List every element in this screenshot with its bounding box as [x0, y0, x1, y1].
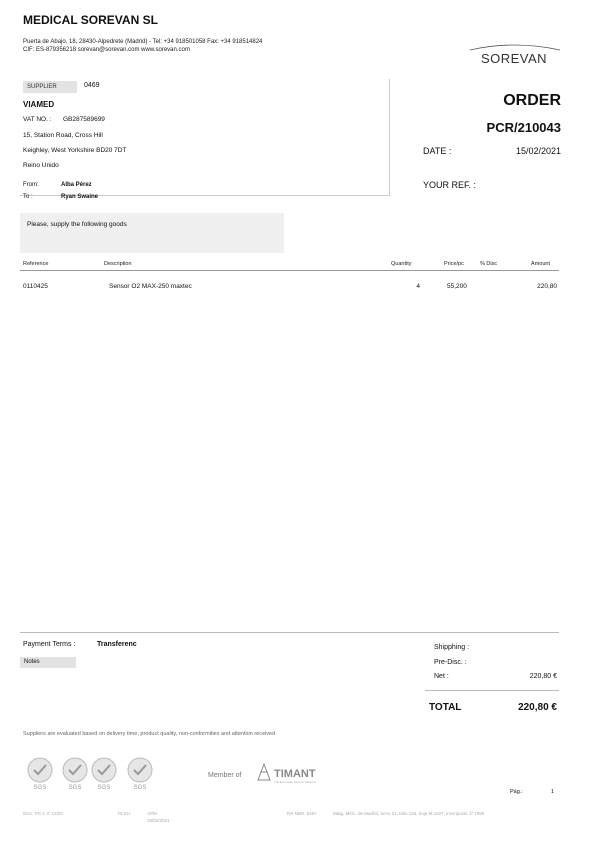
prediscount-label: Pre-Disc. :	[434, 659, 467, 666]
shipping-label: Shipphing :	[434, 644, 470, 651]
supplier-country: Reino Unido	[23, 162, 59, 169]
supplier-address2: Keighley, West Yorkshire BD20 7DT	[23, 147, 127, 154]
footer-plus-label: PLSU:	[118, 811, 132, 816]
vat-value: GB287589699	[63, 116, 105, 123]
company-address: Puerta de Abajo, 18, 28430-Alpedrete (Madrid) - Tel: +34 918501058 Fax: +34 918514824	[23, 39, 263, 45]
order-title: ORDER	[503, 92, 561, 109]
seal-text: SGS	[133, 785, 147, 791]
from-value: Alba Pérez	[61, 182, 92, 188]
sgs-seal-icon	[125, 757, 155, 791]
col-amount: Amount	[531, 261, 550, 267]
notes-tag: Notes	[20, 657, 76, 668]
company-cif: CIF: ES-879356218 sorevan@sorevan.com www.sorevan.com	[23, 47, 190, 53]
date-label: DATE :	[423, 146, 452, 156]
total-value: 220,80 €	[518, 702, 557, 713]
supplier-code: 0469	[84, 82, 100, 89]
row-description: Sensor O2 MAX-250 maxtec	[109, 283, 192, 290]
date-value: 15/02/2021	[515, 146, 561, 156]
footer-registry-code: RS-NBR: 5467	[287, 811, 317, 816]
page-label: Pág.:	[510, 789, 523, 795]
timant-subtext: The European Service Network	[274, 780, 316, 784]
row-price: 55,200	[447, 283, 467, 290]
footer-registry-text: Mtag. Mérc. de Madrid, tomo 21, folio 134, hoja M-1427, inscripción 1ª 1990	[333, 811, 485, 816]
table-header-divider	[20, 270, 559, 271]
net-label: Net :	[434, 673, 449, 680]
col-price: Price/pc	[444, 261, 464, 267]
sgs-seal-icon	[60, 757, 90, 791]
your-ref-label: YOUR REF. :	[423, 180, 477, 190]
timant-logo	[256, 760, 336, 784]
logo-text: SOREVAN	[480, 51, 548, 66]
payment-terms-label: Payment Terms :	[23, 641, 76, 648]
col-quantity: Quantity	[391, 261, 412, 267]
seal-text: SGS	[68, 785, 82, 791]
col-description: Description	[104, 261, 132, 267]
col-reference: Reference	[23, 261, 49, 267]
page-number: 1	[551, 789, 555, 795]
company-name: MEDICAL SOREVAN SL	[23, 13, 158, 27]
to-value: Ryan Swaine	[61, 194, 99, 200]
row-quantity: 4	[416, 283, 420, 290]
timant-text: TIMANT	[274, 768, 316, 780]
supply-message: Please, supply the following goods	[20, 213, 284, 253]
supplier-name: VIAMED	[23, 100, 55, 109]
seal-text: SGS	[33, 785, 47, 791]
seal-text: SGS	[97, 785, 111, 791]
footer-apm-date: 15/02/2021	[147, 818, 170, 823]
footer-apm-label: APM	[147, 811, 157, 816]
sgs-seal-icon	[89, 757, 119, 791]
col-disc: % Disc	[480, 261, 498, 267]
order-number: PCR/210043	[486, 120, 561, 135]
supplier-tag: SUPPLIER	[23, 81, 77, 93]
payment-terms-value: Transferenc	[97, 641, 137, 648]
row-reference: 0110425	[23, 283, 48, 290]
totals-divider	[425, 690, 559, 691]
sgs-seal-icon	[25, 757, 55, 791]
sorevan-logo	[462, 44, 566, 68]
net-value: 220,80 €	[529, 673, 557, 680]
footer-doc-code: IDoc: PC-1 V: 12/20	[23, 811, 63, 816]
footer-divider	[20, 632, 559, 633]
row-amount: 220,80	[537, 283, 557, 290]
evaluation-note: Suppliers are evaluated based on delivery time, product quality, non-conformities and attention received	[23, 731, 276, 737]
from-label: From:	[23, 182, 39, 188]
to-label: To :	[23, 194, 33, 200]
total-label: TOTAL	[429, 702, 462, 713]
member-of-label: Member of	[208, 772, 242, 779]
vat-label: VAT NO. :	[23, 116, 52, 123]
supplier-address1: 15, Station Road, Cross Hill	[23, 132, 103, 139]
